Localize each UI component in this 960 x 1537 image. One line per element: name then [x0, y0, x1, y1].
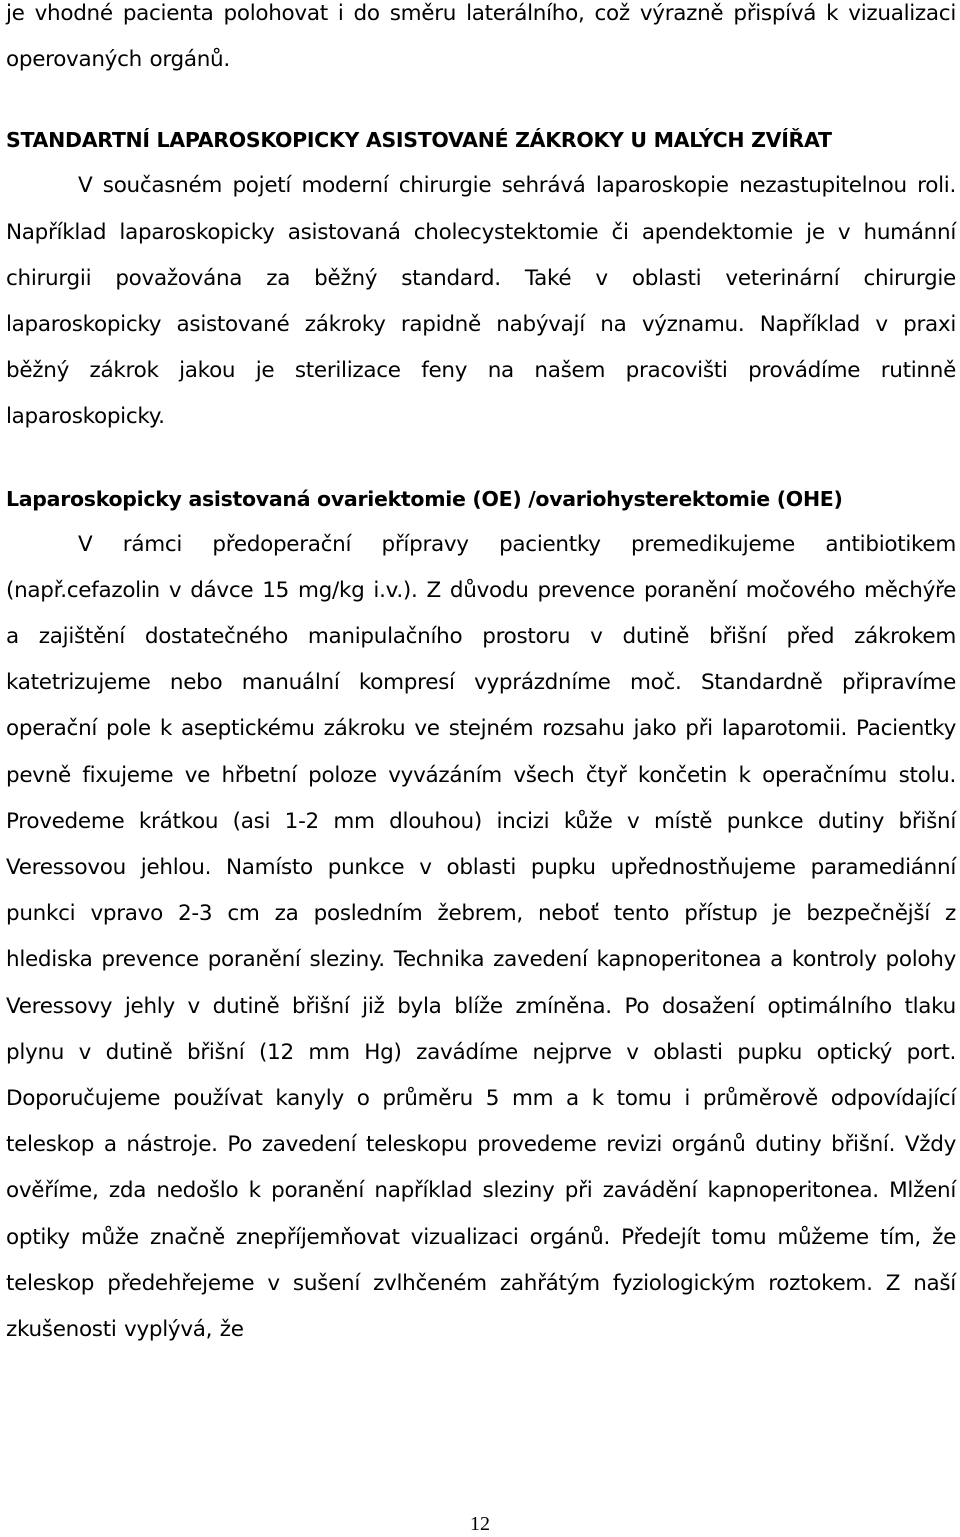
page-number: 12	[470, 1513, 490, 1535]
section-paragraph-ovariectomy: V rámci předoperační přípravy pacientky premedikujeme antibiotikem (např.cefazolin v dávce 15 mg/kg i.v.). Z důvodu prevence poranění močového měchýře a zajištění dostatečného manipulačního prostoru v dutině břišní před zákrokem katetrizujeme nebo manuální kompresí vyprázdníme moč. Standardně připravíme operační pole k aseptickému zákroku ve stejném rozsahu jako při laparotomii. Pacientky pevně fixujeme ve hřbetní poloze vyvázáním všech čtyř končetin k operačnímu stolu. Provedeme krátkou (asi 1-2 mm dlouhou) incizi kůže v místě punkce dutiny břišní Veressovou jehlou. Namísto punkce v oblasti pupku upřednostňujeme paramediánní punkci vpravo 2-3 cm za posledním žebrem, neboť tento přístup je bezpečnější z hlediska prevence poranění sleziny. Technika zavedení kapnoperitonea a kontroly polohy Veressovy jehly v dutině břišní již byla blíže zmíněna. Po dosažení optimálního tlaku plynu v dutině břišní (12 mm Hg) zavádíme nejprve v oblasti pupku optický port. Doporučujeme používat kanyly o průměru 5 mm a k tomu i průměrově odpovídající teleskop a nástroje. Po zavedení teleskopu provedeme revizi orgánů dutiny břišní. Vždy ověříme, zda nedošlo k poranění například sleziny při zavádění kapnoperitonea. Mlžení optiky může značně znepříjemňovat vizualizaci orgánů. Předejít tomu můžeme tím, že teleskop předehřejeme v sušení zvlhčeném zahřátým fyziologickým roztokem. Z naší zkušenosti vyplývá, že	[6, 531, 956, 1343]
intro-paragraph: je vhodné pacienta polohovat i do směru laterálního, což výrazně přispívá k vizualizaci operovaných orgánů.	[6, 1, 956, 73]
section-paragraph-standard-procedures: V současném pojetí moderní chirurgie sehrává laparoskopie nezastupitelnou roli. Například laparoskopicky asistovaná cholecystektomie či apendektomie je v humánní chirurgii považována za běžný standard. Také v oblasti veterinární chirurgie laparoskopicky asistované zákroky rapidně nabývají na významu. Například v praxi běžný zákrok jakou je sterilizace feny na našem pracovišti provádíme rutinně laparoskopicky.	[6, 173, 956, 430]
section-heading-ovariectomy: Laparoskopicky asistovaná ovariektomie (OE) /ovariohysterektomie (OHE)	[6, 486, 843, 511]
section-heading-standard-procedures: STANDARTNÍ LAPAROSKOPICKY ASISTOVANÉ ZÁKROKY U MALÝCH ZVÍŘAT	[6, 128, 832, 153]
document-page	[6, 0, 956, 1353]
